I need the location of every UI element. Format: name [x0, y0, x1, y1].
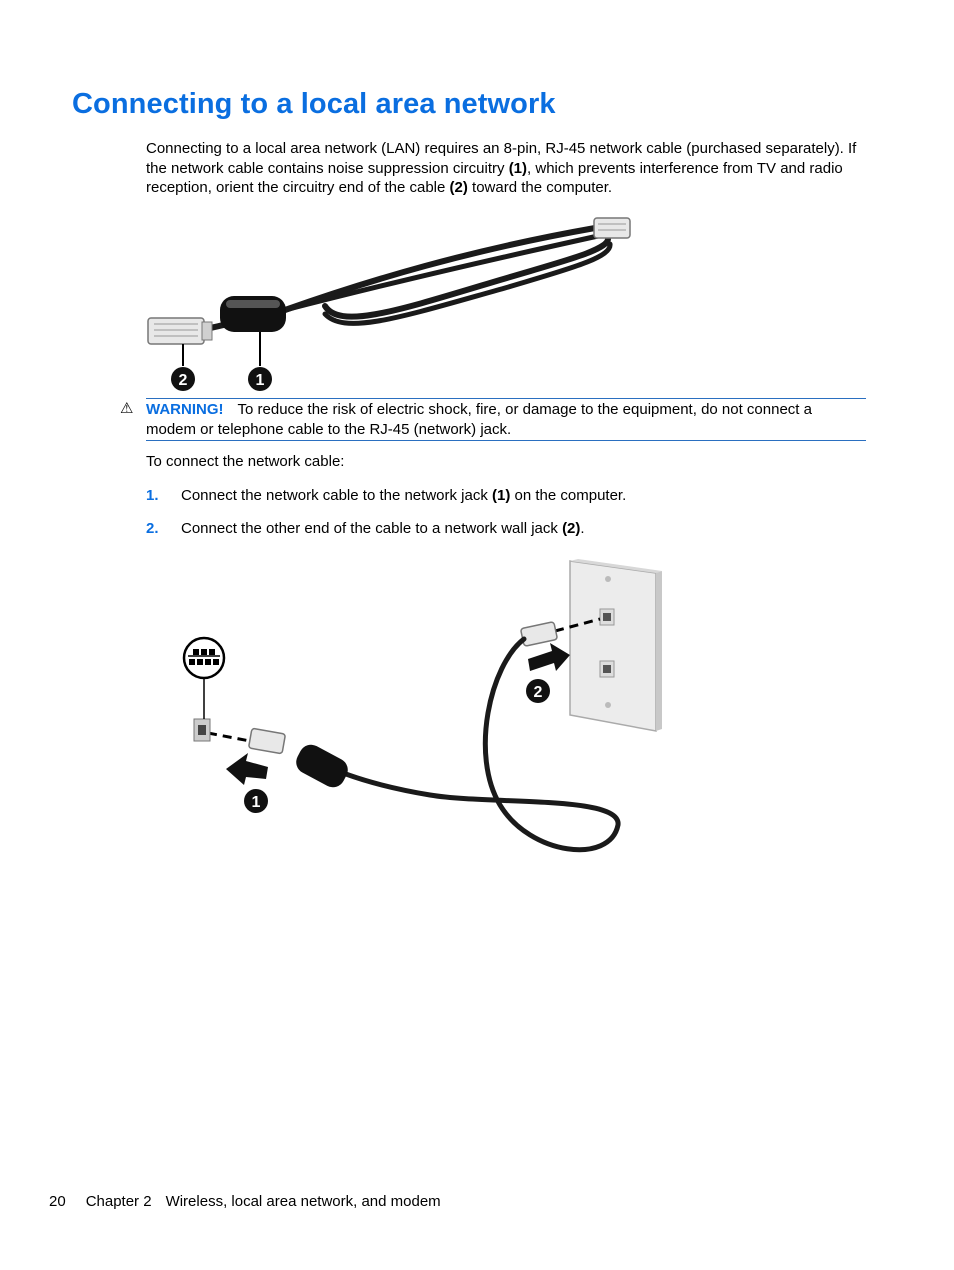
rj45-plug-wall-icon: [521, 622, 558, 647]
page-footer: [49, 1193, 441, 1210]
intro-paragraph: [146, 139, 866, 198]
chapter-label: Chapter 2: [85, 1193, 152, 1210]
page-number: 20: [49, 1193, 66, 1210]
network-jack-icon: [194, 719, 210, 741]
step-text: Connect the network cable to the network jack (1) on the computer.: [181, 487, 627, 504]
callout-2-icon: [526, 679, 550, 703]
network-cable-figure: [140, 210, 640, 395]
warning-box: [146, 398, 866, 441]
svg-text:1: 1: [255, 372, 265, 389]
network-symbol-icon: [184, 638, 224, 678]
ferrite-core-icon: [292, 741, 352, 792]
ferrite-core-icon: [220, 296, 286, 332]
callout-1-icon: [248, 367, 272, 391]
intro-text-3: toward the computer.: [467, 179, 613, 196]
wall-plate-icon: [570, 559, 662, 731]
arrow-left-icon: [226, 753, 268, 785]
svg-text:2: 2: [178, 372, 188, 389]
rj45-plug-right-icon: [594, 218, 630, 238]
rj45-plug-computer-icon: [249, 728, 286, 754]
svg-text:2: 2: [533, 684, 543, 701]
svg-text:1: 1: [251, 794, 261, 811]
step-number: 2.: [146, 520, 159, 537]
instructions-lead: To connect the network cable:: [146, 453, 345, 470]
arrow-right-icon: [528, 643, 570, 671]
warning-triangle-icon: ⚠: [120, 400, 134, 417]
rj45-plug-left-icon: [148, 318, 212, 344]
step-text: Connect the other end of the cable to a network wall jack (2).: [181, 520, 585, 537]
intro-ref-2: (2): [449, 179, 468, 196]
connection-figure: [170, 555, 670, 875]
page-title: Connecting to a local area network: [72, 88, 556, 120]
intro-text-1: Connecting to a local area network (LAN) requires an 8-pin, RJ-45 network cable (purchased separately). If the network cable contains noise suppression circuitry: [146, 140, 857, 177]
callout-1-icon: [244, 789, 268, 813]
warning-label: WARNING!: [146, 401, 224, 418]
intro-text-2: , which prevents interference from TV and radio reception, orient the circuitry end of the cable: [146, 159, 843, 196]
callout-2-icon: [171, 367, 195, 391]
intro-ref-1: (1): [508, 159, 528, 177]
warning-text: To reduce the risk of electric shock, fire, or damage to the equipment, do not connect a modem or telephone cable to the RJ-45 (network) jack.: [146, 401, 812, 438]
chapter-title: Wireless, local area network, and modem: [165, 1193, 441, 1210]
step-number: 1.: [146, 487, 159, 504]
